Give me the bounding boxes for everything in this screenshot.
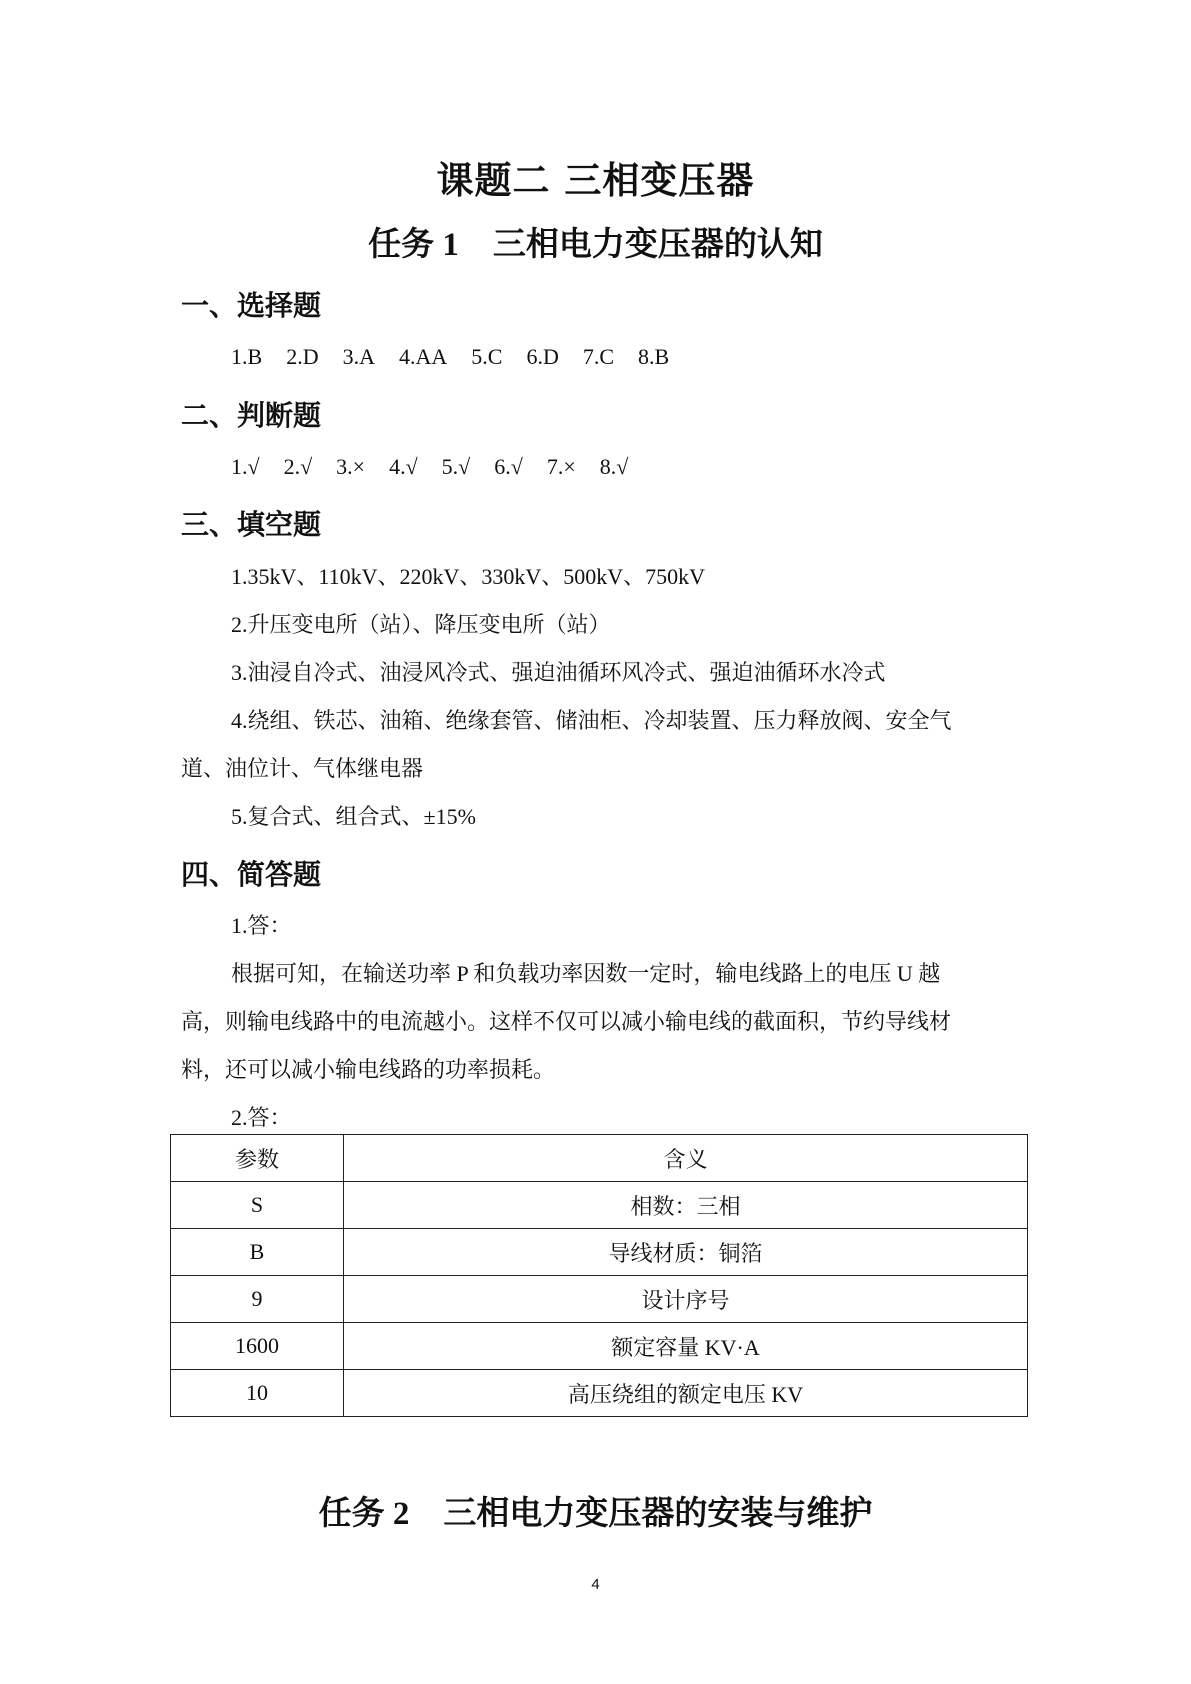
section-fill-heading: 三、填空题 bbox=[181, 508, 322, 541]
section-choice-heading: 一、选择题 bbox=[181, 289, 322, 322]
table-cell-param: 9 bbox=[171, 1276, 344, 1323]
task2-name: 三相电力变压器的安装与维护 bbox=[443, 1493, 873, 1532]
answer-item: 6.√ bbox=[494, 454, 523, 479]
table-row bbox=[171, 1276, 1028, 1323]
answer-item: 1.√ bbox=[231, 454, 260, 479]
table-row bbox=[171, 1323, 1028, 1370]
short-q1-line-2: 高，则输电线路中的电流越小。这样不仅可以减小输电线的截面积，节约导线材 bbox=[181, 1009, 952, 1034]
task1-name: 三相电力变压器的认知 bbox=[492, 224, 823, 263]
answer-item: 2.√ bbox=[283, 454, 313, 479]
page-number: 4 bbox=[591, 1576, 600, 1593]
fill-line-3: 3.油浸自冷式、油浸风冷式、强迫油循环风冷式、强迫油循环水冷式 bbox=[231, 660, 886, 685]
answer-item: 2.D bbox=[286, 344, 319, 369]
table-header-cell: 含义 bbox=[344, 1135, 1028, 1182]
answer-item: 4.√ bbox=[389, 454, 418, 479]
answer-item: 3.A bbox=[342, 344, 375, 369]
table-cell-meaning: 相数：三相 bbox=[344, 1182, 1028, 1229]
table-cell-meaning: 额定容量 KV·A bbox=[344, 1323, 1028, 1370]
table-cell-meaning: 导线材质：铜箔 bbox=[344, 1229, 1028, 1276]
table-header-row bbox=[171, 1135, 1028, 1182]
task2-title bbox=[0, 1487, 1191, 1534]
answer-item: 7.C bbox=[582, 344, 615, 369]
answer-item: 4.AA bbox=[398, 344, 448, 369]
choice-answers bbox=[181, 333, 1021, 381]
answer-item: 5.C bbox=[471, 344, 503, 369]
task1-title bbox=[0, 218, 1191, 265]
answer-item: 1.B bbox=[231, 344, 263, 369]
table-row bbox=[171, 1182, 1028, 1229]
table-cell-param: S bbox=[171, 1182, 344, 1229]
answer-item: 5.√ bbox=[441, 454, 471, 479]
task1-number: 任务 1 bbox=[368, 227, 459, 263]
fill-line-5: 5.复合式、组合式、±15% bbox=[231, 804, 476, 829]
table-cell-param: 1600 bbox=[171, 1323, 344, 1370]
short-q1-label: 1.答： bbox=[231, 913, 292, 938]
short-q2-label: 2.答： bbox=[231, 1105, 292, 1130]
section-short-heading: 四、简答题 bbox=[181, 858, 322, 891]
fill-line-4-cont: 道、油位计、气体继电器 bbox=[181, 756, 424, 781]
parameter-table bbox=[170, 1134, 1028, 1417]
answer-item: 8.√ bbox=[599, 454, 629, 479]
chapter-title: 课题二 三相变压器 bbox=[436, 159, 755, 202]
fill-line-1: 1.35kV、110kV、220kV、330kV、500kV、750kV bbox=[231, 564, 706, 589]
answer-item: 7.× bbox=[546, 454, 576, 479]
table-header-cell: 参数 bbox=[171, 1135, 344, 1182]
answer-item: 8.B bbox=[638, 344, 670, 369]
fill-line-2: 2.升压变电所（站）、降压变电所（站） bbox=[231, 612, 611, 637]
table-cell-param: 10 bbox=[171, 1370, 344, 1417]
table-row bbox=[171, 1229, 1028, 1276]
table-cell-param: B bbox=[171, 1229, 344, 1276]
answer-item: 6.D bbox=[526, 344, 559, 369]
short-q1-line-1: 根据可知，在输送功率 P 和负载功率因数一定时，输电线路上的电压 U 越 bbox=[231, 961, 941, 986]
fill-line-4: 4.绕组、铁芯、油箱、绝缘套管、储油柜、冷却装置、压力释放阀、安全气 bbox=[231, 708, 952, 733]
table-cell-meaning: 高压绕组的额定电压 KV bbox=[344, 1370, 1028, 1417]
table-cell-meaning: 设计序号 bbox=[344, 1276, 1028, 1323]
answer-item: 3.× bbox=[336, 454, 366, 479]
table-row bbox=[171, 1370, 1028, 1417]
judge-answers bbox=[181, 443, 1021, 491]
section-judge-heading: 二、判断题 bbox=[181, 399, 322, 432]
task2-number: 任务 2 bbox=[318, 1496, 410, 1532]
short-q1-line-3: 料，还可以减小输电线路的功率损耗。 bbox=[181, 1057, 556, 1082]
